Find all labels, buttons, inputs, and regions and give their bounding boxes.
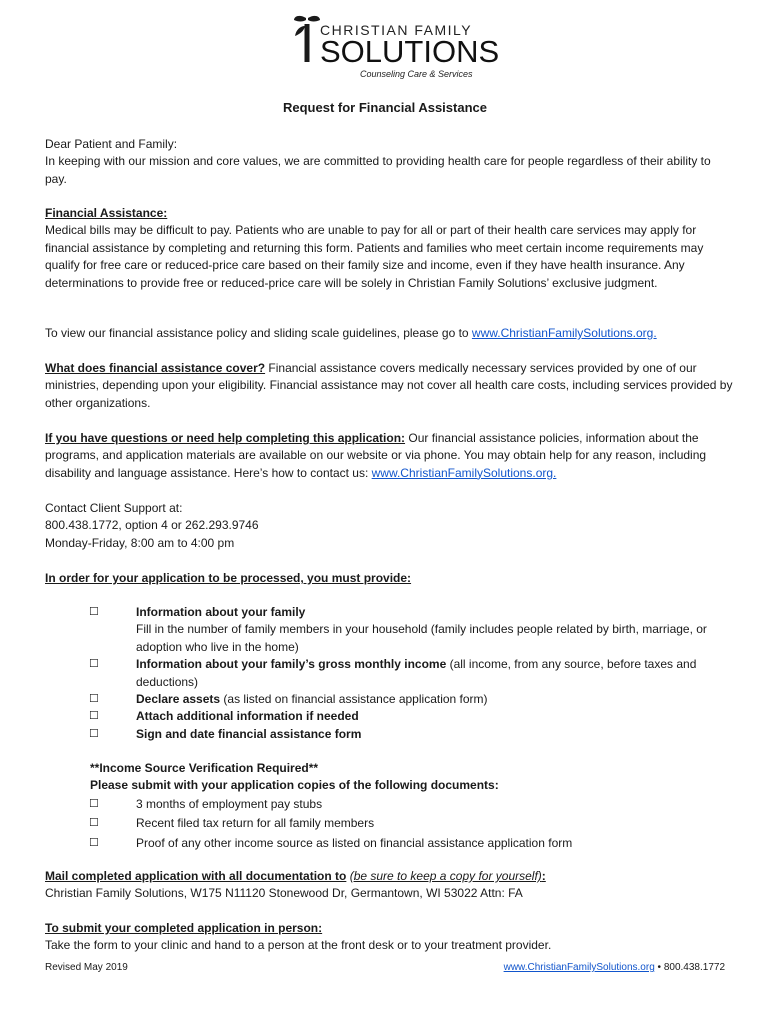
requirement-subtext: Fill in the number of family members in your household (family includes people related by birth, marriage, or adoption who live in the home) [136,622,707,654]
financial-assistance-heading: Financial Assistance: [45,206,168,220]
questions-section [45,430,735,482]
mail-heading: Mail completed application with all documentation to [45,869,347,883]
checkbox-icon[interactable]: ☐ [89,658,99,671]
questions-heading: If you have questions or need help completing this application: [45,431,406,445]
checkbox-icon[interactable]: ☐ [89,727,99,740]
footer-link[interactable]: www.ChristianFamilySolutions.org [503,962,655,973]
greeting: Dear Patient and Family: [45,137,178,151]
requirement-item [45,656,735,691]
revised-date: Revised May 2019 [45,962,128,973]
footer-contact [504,962,725,973]
checkbox-icon[interactable]: ☐ [89,836,99,849]
logo-line1: CHRISTIAN FAMILY [320,22,473,38]
requirement-item [45,726,735,743]
verification-label: 3 months of employment pay stubs [136,796,323,811]
coverage-section [45,360,735,412]
verification-item [45,796,735,813]
contact-line1: Contact Client Support at: [45,501,183,515]
financial-assistance-section [45,205,735,292]
requirement-item [45,604,735,656]
contact-section [45,500,735,552]
footer-phone: 800.438.1772 [663,962,725,973]
checkbox-icon[interactable]: ☐ [89,693,99,706]
mail-section [45,868,735,903]
requirement-detail: (all income, from any source, before taxes and deductions) [136,657,697,689]
contact-line3: Monday-Friday, 8:00 am to 4:00 pm [45,535,235,550]
policy-section [45,325,735,342]
verification-section [45,760,735,852]
logo-tagline: Counseling Care & Services [360,69,473,79]
requirement-label: Information about your family’s gross monthly income [136,657,447,672]
verification-label: Recent filed tax return for all family members [136,816,375,831]
requirement-detail: (as listed on financial assistance application form) [220,692,488,707]
checkbox-icon[interactable]: ☐ [89,797,99,810]
questions-link[interactable]: www.ChristianFamilySolutions.org. [371,465,557,480]
financial-assistance-text: Medical bills may be difficult to pay. Patients who are unable to pay for all or part of their health care services may apply for financial assistance by completing and returning this form. Patients and families who meet certain income requirements may qualify for free care or reduced-price care based on their family size and income, even if they have health insurance. Any determinations to provide free or reduced-price care will be solely in Christian Family Solutions’ exclusive judgment. [45,223,704,290]
verification-subheading: Please submit with your application copies of the following documents: [90,778,499,793]
contact-line2: 800.438.1772, option 4 or 262.293.9746 [45,518,259,533]
logo-line2: SOLUTIONS [320,34,500,69]
verification-item [45,835,735,852]
checkbox-icon[interactable]: ☐ [89,710,99,723]
mail-note: (be sure to keep a copy for yourself) [349,869,542,883]
intro-text: In keeping with our mission and core values, we are committed to providing health care for people regardless of their ability to pay. [45,154,711,186]
logo [292,14,500,84]
requirement-label: Sign and date financial assistance form [136,726,362,741]
policy-link[interactable]: www.ChristianFamilySolutions.org. [471,326,657,340]
questions-text: Our financial assistance policies, information about the programs, and application materials are available on our website or via phone. You may obtain help for any reason, including disability and language assistance. Here’s how to contact us: [45,431,707,480]
requirements-list [45,604,735,743]
mail-address: Christian Family Solutions, W175 N11120 Stonewood Dr, Germantown, WI 53022 Attn: FA [45,886,523,901]
requirements-heading-block [45,570,735,587]
checkbox-icon[interactable]: ☐ [89,606,99,618]
footer-separator: • [654,962,664,973]
coverage-text: Financial assistance covers medically necessary services provided by one of our ministries, depending upon your eligibility. Financial assistance may not cover all health care costs, including services provided by other organizations. [45,361,733,410]
requirement-item [45,708,735,725]
requirements-heading: In order for your application to be processed, you must provide: [45,571,412,585]
verification-label: Proof of any other income source as listed on financial assistance application form [136,835,573,850]
policy-text: To view our financial assistance policy and sliding scale guidelines, please go to [45,326,472,340]
requirement-label: Attach additional information if needed [136,709,359,724]
in-person-heading: To submit your completed application in person: [45,921,323,935]
page-title: Request for Financial Assistance [283,100,487,115]
in-person-text: Take the form to your clinic and hand to a person at the front desk or to your treatment provider. [45,938,552,953]
verification-item [45,815,735,832]
checkbox-icon[interactable]: ☐ [89,817,99,830]
leaf-cross-icon [292,14,322,64]
in-person-section [45,920,735,955]
requirement-label: Information about your family [136,605,306,619]
requirement-item [45,691,735,708]
mail-colon: : [541,869,546,883]
verification-heading: **Income Source Verification Required** [90,761,319,775]
coverage-heading: What does financial assistance cover? [45,361,266,375]
intro-section [45,136,735,188]
requirement-label: Declare assets [136,692,221,707]
